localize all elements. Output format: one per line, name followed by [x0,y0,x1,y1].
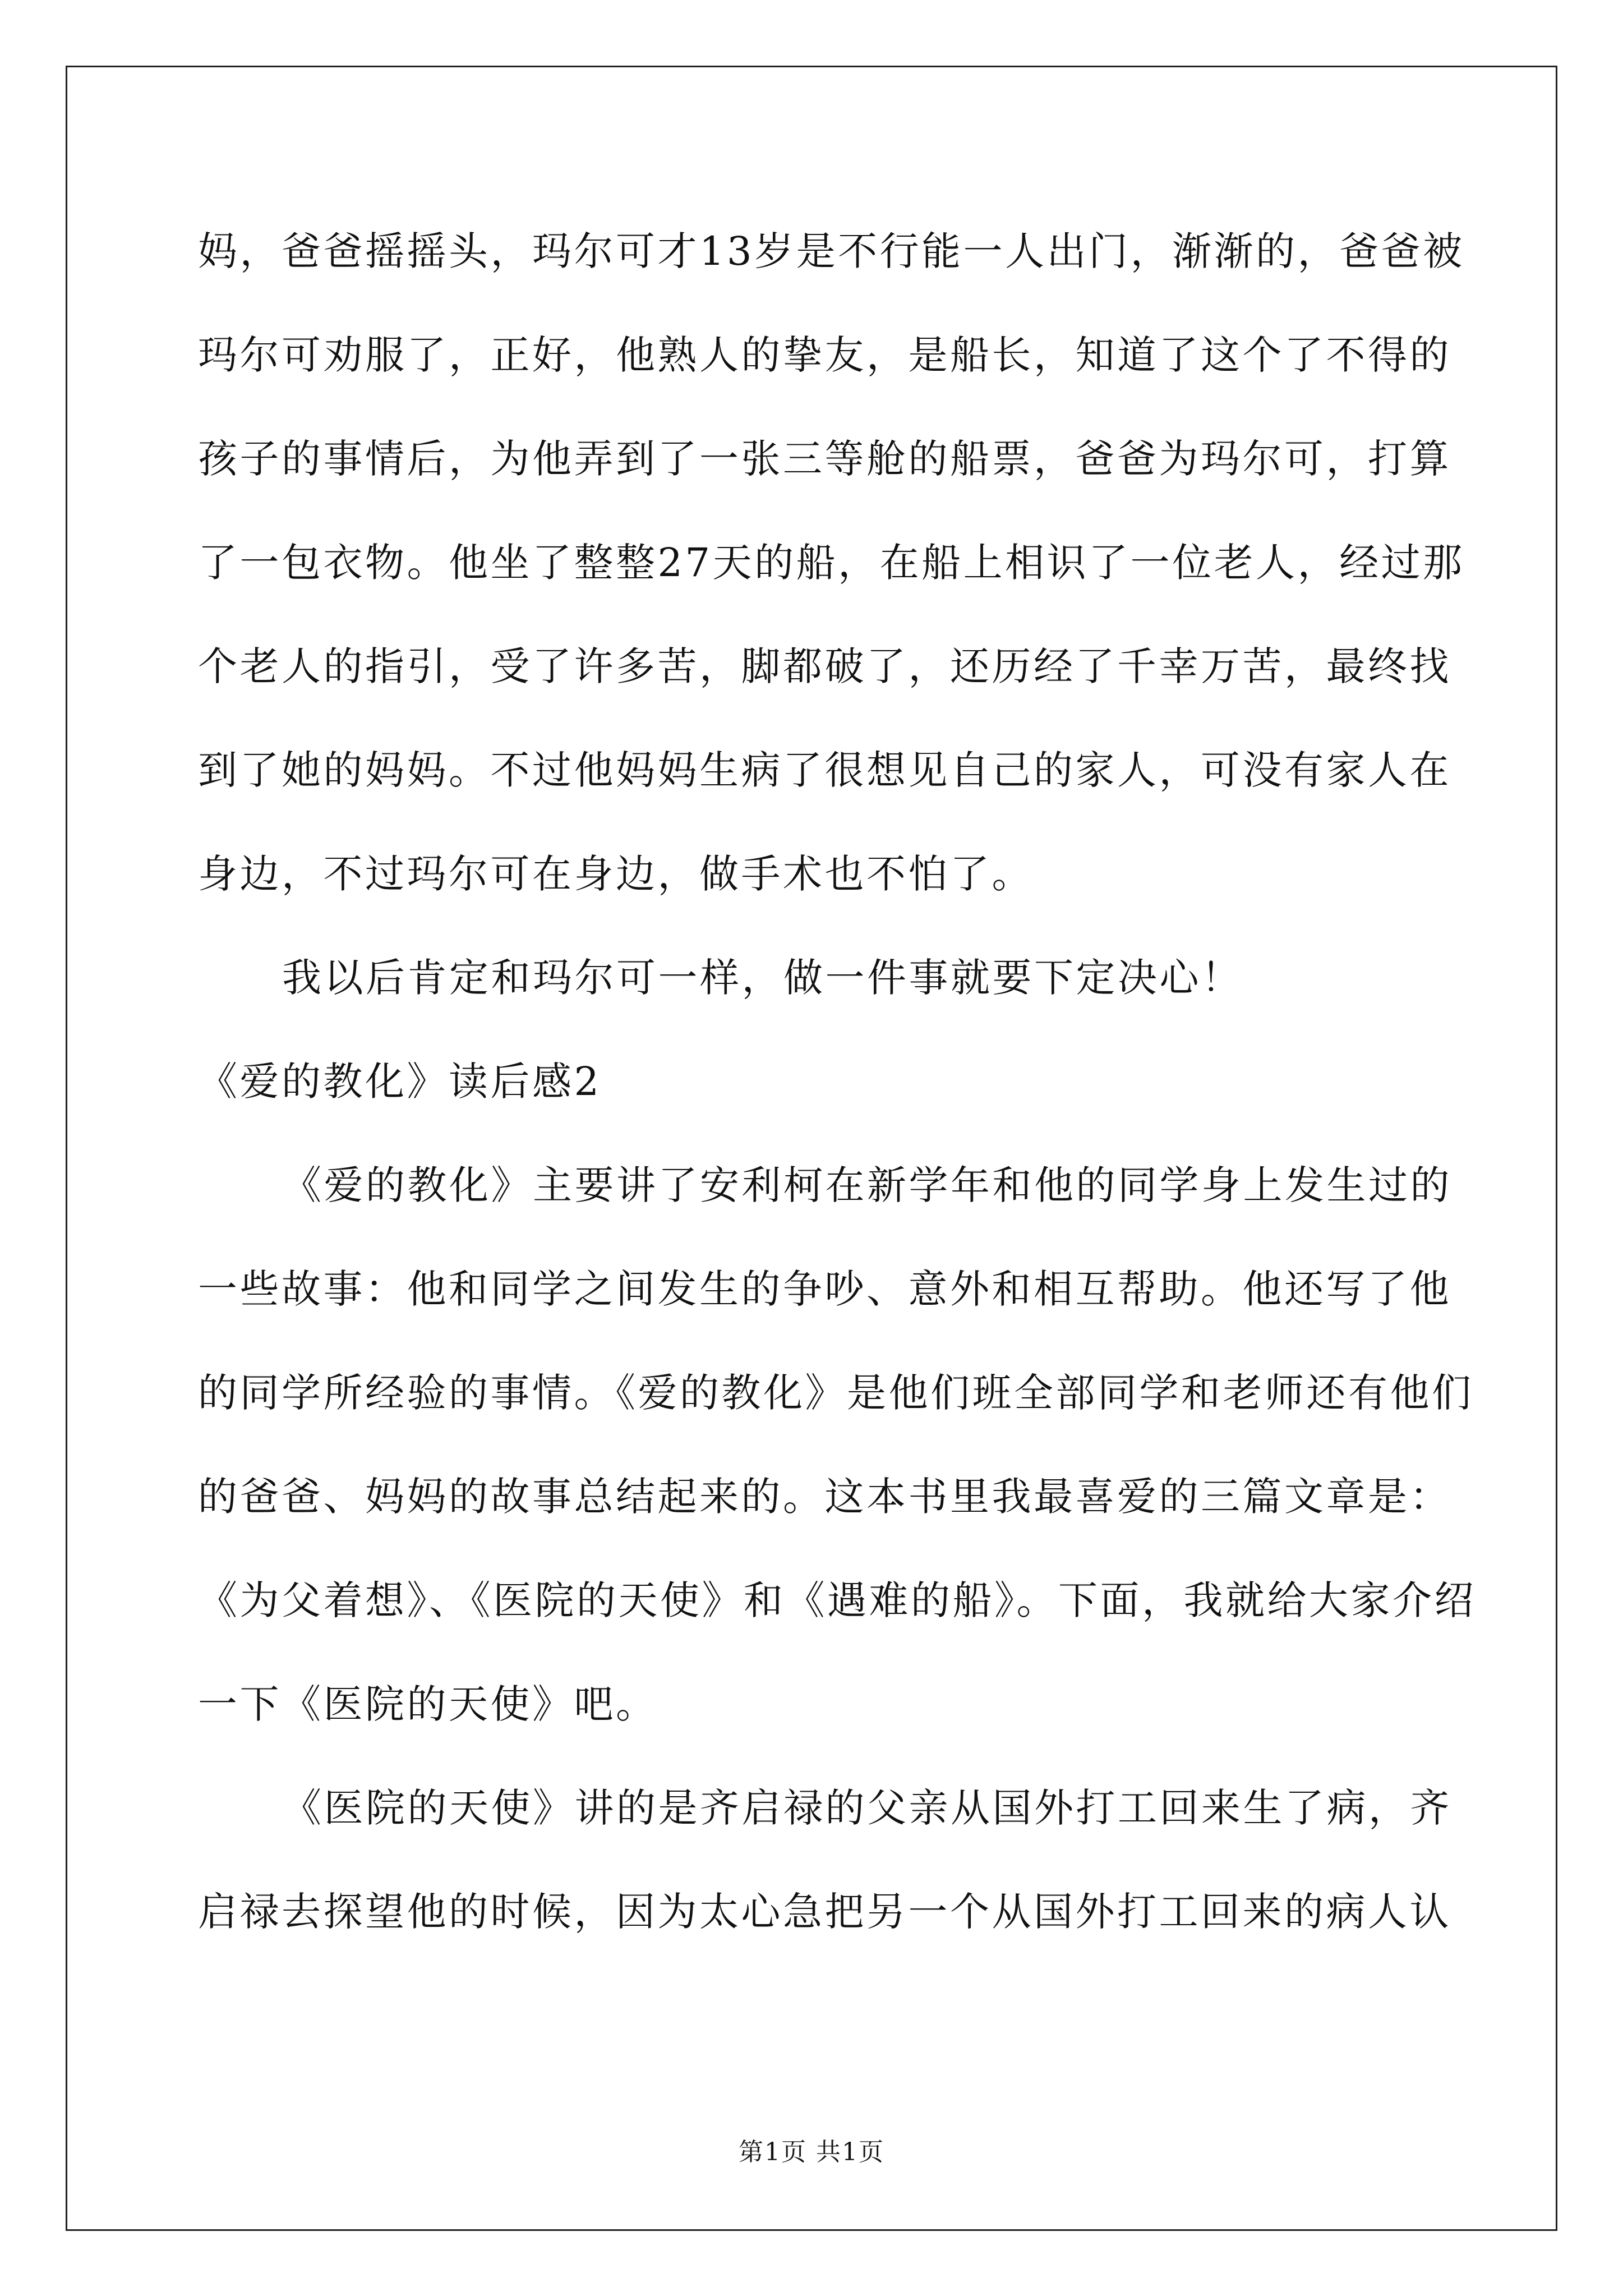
paragraph-line: 《为父着想》、《医院的天使》和《遇难的船》。下面，我就给大家介绍 [198,1577,1476,1623]
paragraph-line: 个老人的指引，受了许多苦，脚都破了，还历经了千幸万苦，最终找 [198,643,1451,689]
paragraph-line: 《医院的天使》讲的是齐启禄的父亲从国外打工回来生了病，齐 [282,1785,1452,1831]
paragraph-line: 妈，爸爸摇摇头，玛尔可才13岁是不行能一人出门，渐渐的，爸爸被 [198,228,1465,274]
page-footer: 第1页 共1页 [739,2138,884,2166]
paragraph-line: 了一包衣物。他坐了整整27天的船，在船上相识了一位老人，经过那 [198,540,1465,586]
paragraph-line: 到了她的妈妈。不过他妈妈生病了很想见自己的家人，可没有家人在 [198,747,1451,793]
paragraph-line: 的爸爸、妈妈的故事总结起来的。这本书里我最喜爱的三篇文章是： [198,1474,1451,1520]
paragraph-line: 一些故事：他和同学之间发生的争吵、意外和相互帮助。他还写了他 [198,1266,1451,1312]
paragraph-line: 我以后肯定和玛尔可一样，做一件事就要下定决心！ [282,955,1243,1001]
document-body [198,218,1476,1982]
paragraph-line: 启禄去探望他的时候，因为太心急把另一个从国外打工回来的病人认 [198,1889,1451,1935]
paragraph-line: 身边，不过玛尔可在身边，做手术也不怕了。 [198,851,1034,897]
paragraph-line: 一下《医院的天使》吧。 [198,1681,658,1727]
paragraph-line: 孩子的事情后，为他弄到了一张三等舱的船票，爸爸为玛尔可，打算 [198,436,1451,482]
paragraph-line: 玛尔可劝服了，正好，他熟人的挚友，是船长，知道了这个了不得的 [198,332,1451,378]
paragraph-line: 的同学所经验的事情。《爱的教化》是他们班全部同学和老师还有他们 [198,1370,1474,1416]
section-heading: 《爱的教化》读后感2 [198,1059,602,1105]
paragraph-line: 《爱的教化》主要讲了安利柯在新学年和他的同学身上发生过的 [282,1162,1452,1208]
